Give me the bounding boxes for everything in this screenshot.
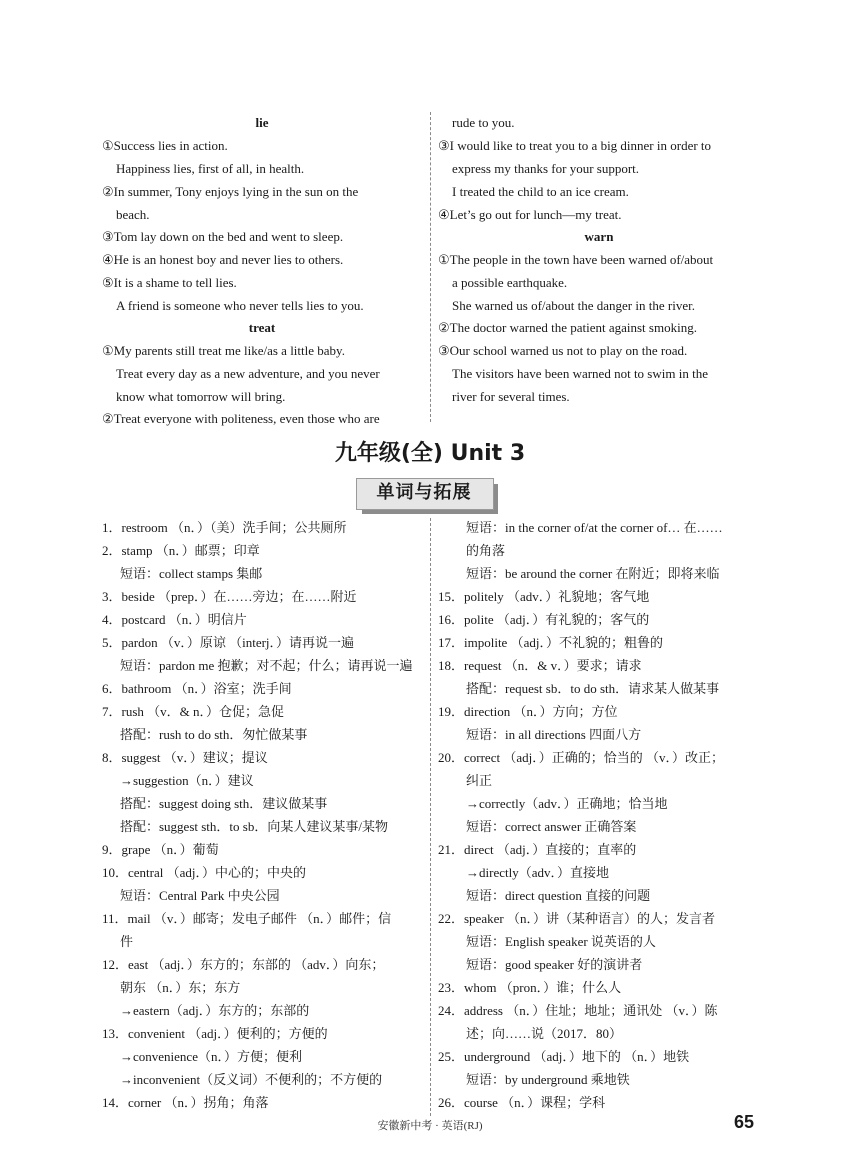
text-line: I treated the child to an ice cream. xyxy=(452,184,629,199)
vocab-line: 短语：be around the corner 在附近；即将来临 xyxy=(466,566,720,581)
vocab-line: 2．stamp （n．）邮票；印章 xyxy=(102,543,260,558)
vocab-line: 朝东 （n．）东；东方 xyxy=(120,980,241,995)
vocab-line: 25．underground （adj．）地下的 （n．）地铁 xyxy=(438,1049,690,1064)
vocab-line: 16．polite （adj．）有礼貌的；客气的 xyxy=(438,612,650,627)
vocab-line: 13．convenient （adj．）便利的；方便的 xyxy=(102,1026,328,1041)
text-line: ③Tom lay down on the bed and went to sleep. xyxy=(102,229,344,244)
vocab-line: 15．politely （adv．）礼貌地；客气地 xyxy=(438,589,650,604)
column-divider xyxy=(430,518,431,1116)
vocab-line: 7．rush （v．& n．）仓促；急促 xyxy=(102,704,285,719)
text-line: ⑤It is a shame to tell lies. xyxy=(102,275,237,290)
page-number: 65 xyxy=(734,1112,755,1132)
vocab-line: 搭配：suggest sth．to sb．向某人建议某事/某物 xyxy=(120,819,388,834)
vocab-line: 搭配：request sb．to do sth．请求某人做某事 xyxy=(466,681,720,696)
vocab-line: 短语：correct answer 正确答案 xyxy=(466,819,637,834)
text-line: A friend is someone who never tells lies to you. xyxy=(116,298,364,313)
text-line: beach. xyxy=(116,207,150,222)
vocab-line: 4．postcard （n．）明信片 xyxy=(102,612,247,627)
page-title: 九年级(全) Unit 3 xyxy=(334,441,526,466)
vocab-line: 26．course （n．）课程；学科 xyxy=(438,1095,606,1110)
vocab-line: →directly（adv．）直接地 xyxy=(466,865,609,880)
vocab-line: 12．east （adj．）东方的；东部的 （adv．）向东； xyxy=(102,957,385,972)
text-line: ③I would like to treat you to a big dinner in order to xyxy=(438,138,712,153)
section-badge xyxy=(356,478,504,514)
vocab-line: 的角落 xyxy=(466,543,506,558)
vocab-line: 23．whom （pron．）谁；什么人 xyxy=(438,980,622,995)
text-line: ③Our school warned us not to play on the road. xyxy=(438,343,688,358)
vocab-line: 6．bathroom （n．）浴室；洗手间 xyxy=(102,681,292,696)
text-line: ①Success lies in action. xyxy=(102,138,228,153)
vocab-line: 短语：English speaker 说英语的人 xyxy=(466,934,656,949)
vocab-line: →convenience（n．）方便；便利 xyxy=(120,1049,302,1064)
text-line: a possible earthquake. xyxy=(452,275,568,290)
vocab-line: 短语：in the corner of/at the corner of… 在…… xyxy=(466,520,723,535)
vocab-line: 述；向……说（2017．80） xyxy=(466,1026,623,1041)
vocab-line: 短语：direct question 直接的问题 xyxy=(466,888,651,903)
vocab-line: →inconvenient（反义词）不便利的；不方便的 xyxy=(120,1072,383,1087)
vocab-line: →eastern（adj．）东方的；东部的 xyxy=(120,1003,310,1018)
vocab-line: 搭配：suggest doing sth．建议做某事 xyxy=(120,796,328,811)
text-line: ①My parents still treat me like/as a little baby. xyxy=(102,343,345,358)
vocab-line: 搭配：rush to do sth．匆忙做某事 xyxy=(120,727,308,742)
vocab-line: 20．correct （adj．）正确的；恰当的 （v．）改正； xyxy=(438,750,724,765)
text-line: river for several times. xyxy=(452,389,570,404)
text-line: know what tomorrow will bring. xyxy=(116,389,286,404)
text-line: Treat every day as a new adventure, and you never xyxy=(116,366,380,381)
footer-text: 安徽新中考 · 英语(RJ) xyxy=(377,1120,483,1132)
vocab-line: 1．restroom （n．）（美）洗手间；公共厕所 xyxy=(102,520,347,535)
text-line: express my thanks for your support. xyxy=(452,161,640,176)
vocab-line: 纠正 xyxy=(466,773,493,788)
heading-warn: warn xyxy=(584,229,614,244)
vocab-line: 5．pardon （v．）原谅 （interj．）请再说一遍 xyxy=(102,635,355,650)
text-line: The visitors have been warned not to swim in the xyxy=(452,366,708,381)
vocab-line: 14．corner （n．）拐角；角落 xyxy=(102,1095,269,1110)
vocab-line: 19．direction （n．）方向；方位 xyxy=(438,704,618,719)
vocab-line: 短语：pardon me 抱歉；对不起；什么；请再说一遍 xyxy=(120,658,413,673)
text-line: She warned us of/about the danger in the river. xyxy=(452,298,695,313)
column-divider xyxy=(430,112,431,422)
vocab-line: 11．mail （v．）邮寄；发电子邮件 （n．）邮件；信 xyxy=(102,911,392,926)
vocab-line: 10．central （adj．）中心的；中央的 xyxy=(102,865,306,880)
vocab-line: 短语：good speaker 好的演讲者 xyxy=(466,957,643,972)
vocab-line: 短语：collect stamps 集邮 xyxy=(120,566,263,581)
vocab-line: 17．impolite （adj．）不礼貌的；粗鲁的 xyxy=(438,635,663,650)
vocab-line: 21．direct （adj．）直接的；直率的 xyxy=(438,842,637,857)
vocab-line: 短语：in all directions 四面八方 xyxy=(466,727,642,742)
text-line: rude to you. xyxy=(452,115,515,130)
vocab-line: 3．beside （prep．）在……旁边；在……附近 xyxy=(102,589,357,604)
vocab-line: 18．request （n．& v．）要求；请求 xyxy=(438,658,642,673)
vocab-line: 件 xyxy=(120,934,134,949)
text-line: ④Let’s go out for lunch—my treat. xyxy=(438,207,622,222)
vocab-line: 短语：by underground 乘地铁 xyxy=(466,1072,630,1087)
vocab-line: →suggestion（n．）建议 xyxy=(120,773,254,788)
vocab-line: 9．grape （n．）葡萄 xyxy=(102,842,219,857)
vocab-line: →correctly（adv．）正确地；恰当地 xyxy=(466,796,668,811)
vocab-line: 24．address （n．）住址；地址；通讯处 （v．）陈 xyxy=(438,1003,718,1018)
text-line: ①The people in the town have been warned of/about xyxy=(438,252,714,267)
text-line: Happiness lies, first of all, in health. xyxy=(116,161,305,176)
vocab-line: 短语：Central Park 中央公园 xyxy=(120,888,280,903)
text-line: ②Treat everyone with politeness, even those who are xyxy=(102,411,380,426)
text-line: ②The doctor warned the patient against smoking. xyxy=(438,320,697,335)
vocab-line: 22．speaker （n．）讲（某种语言）的人；发言者 xyxy=(438,911,715,926)
heading-treat: treat xyxy=(248,320,276,335)
text-line: ②In summer, Tony enjoys lying in the sun on the xyxy=(102,184,359,199)
text-line: ④He is an honest boy and never lies to others. xyxy=(102,252,344,267)
section-label: 单词与拓展 xyxy=(376,482,472,503)
heading-lie: lie xyxy=(255,115,269,130)
vocab-line: 8．suggest （v．）建议；提议 xyxy=(102,750,268,765)
